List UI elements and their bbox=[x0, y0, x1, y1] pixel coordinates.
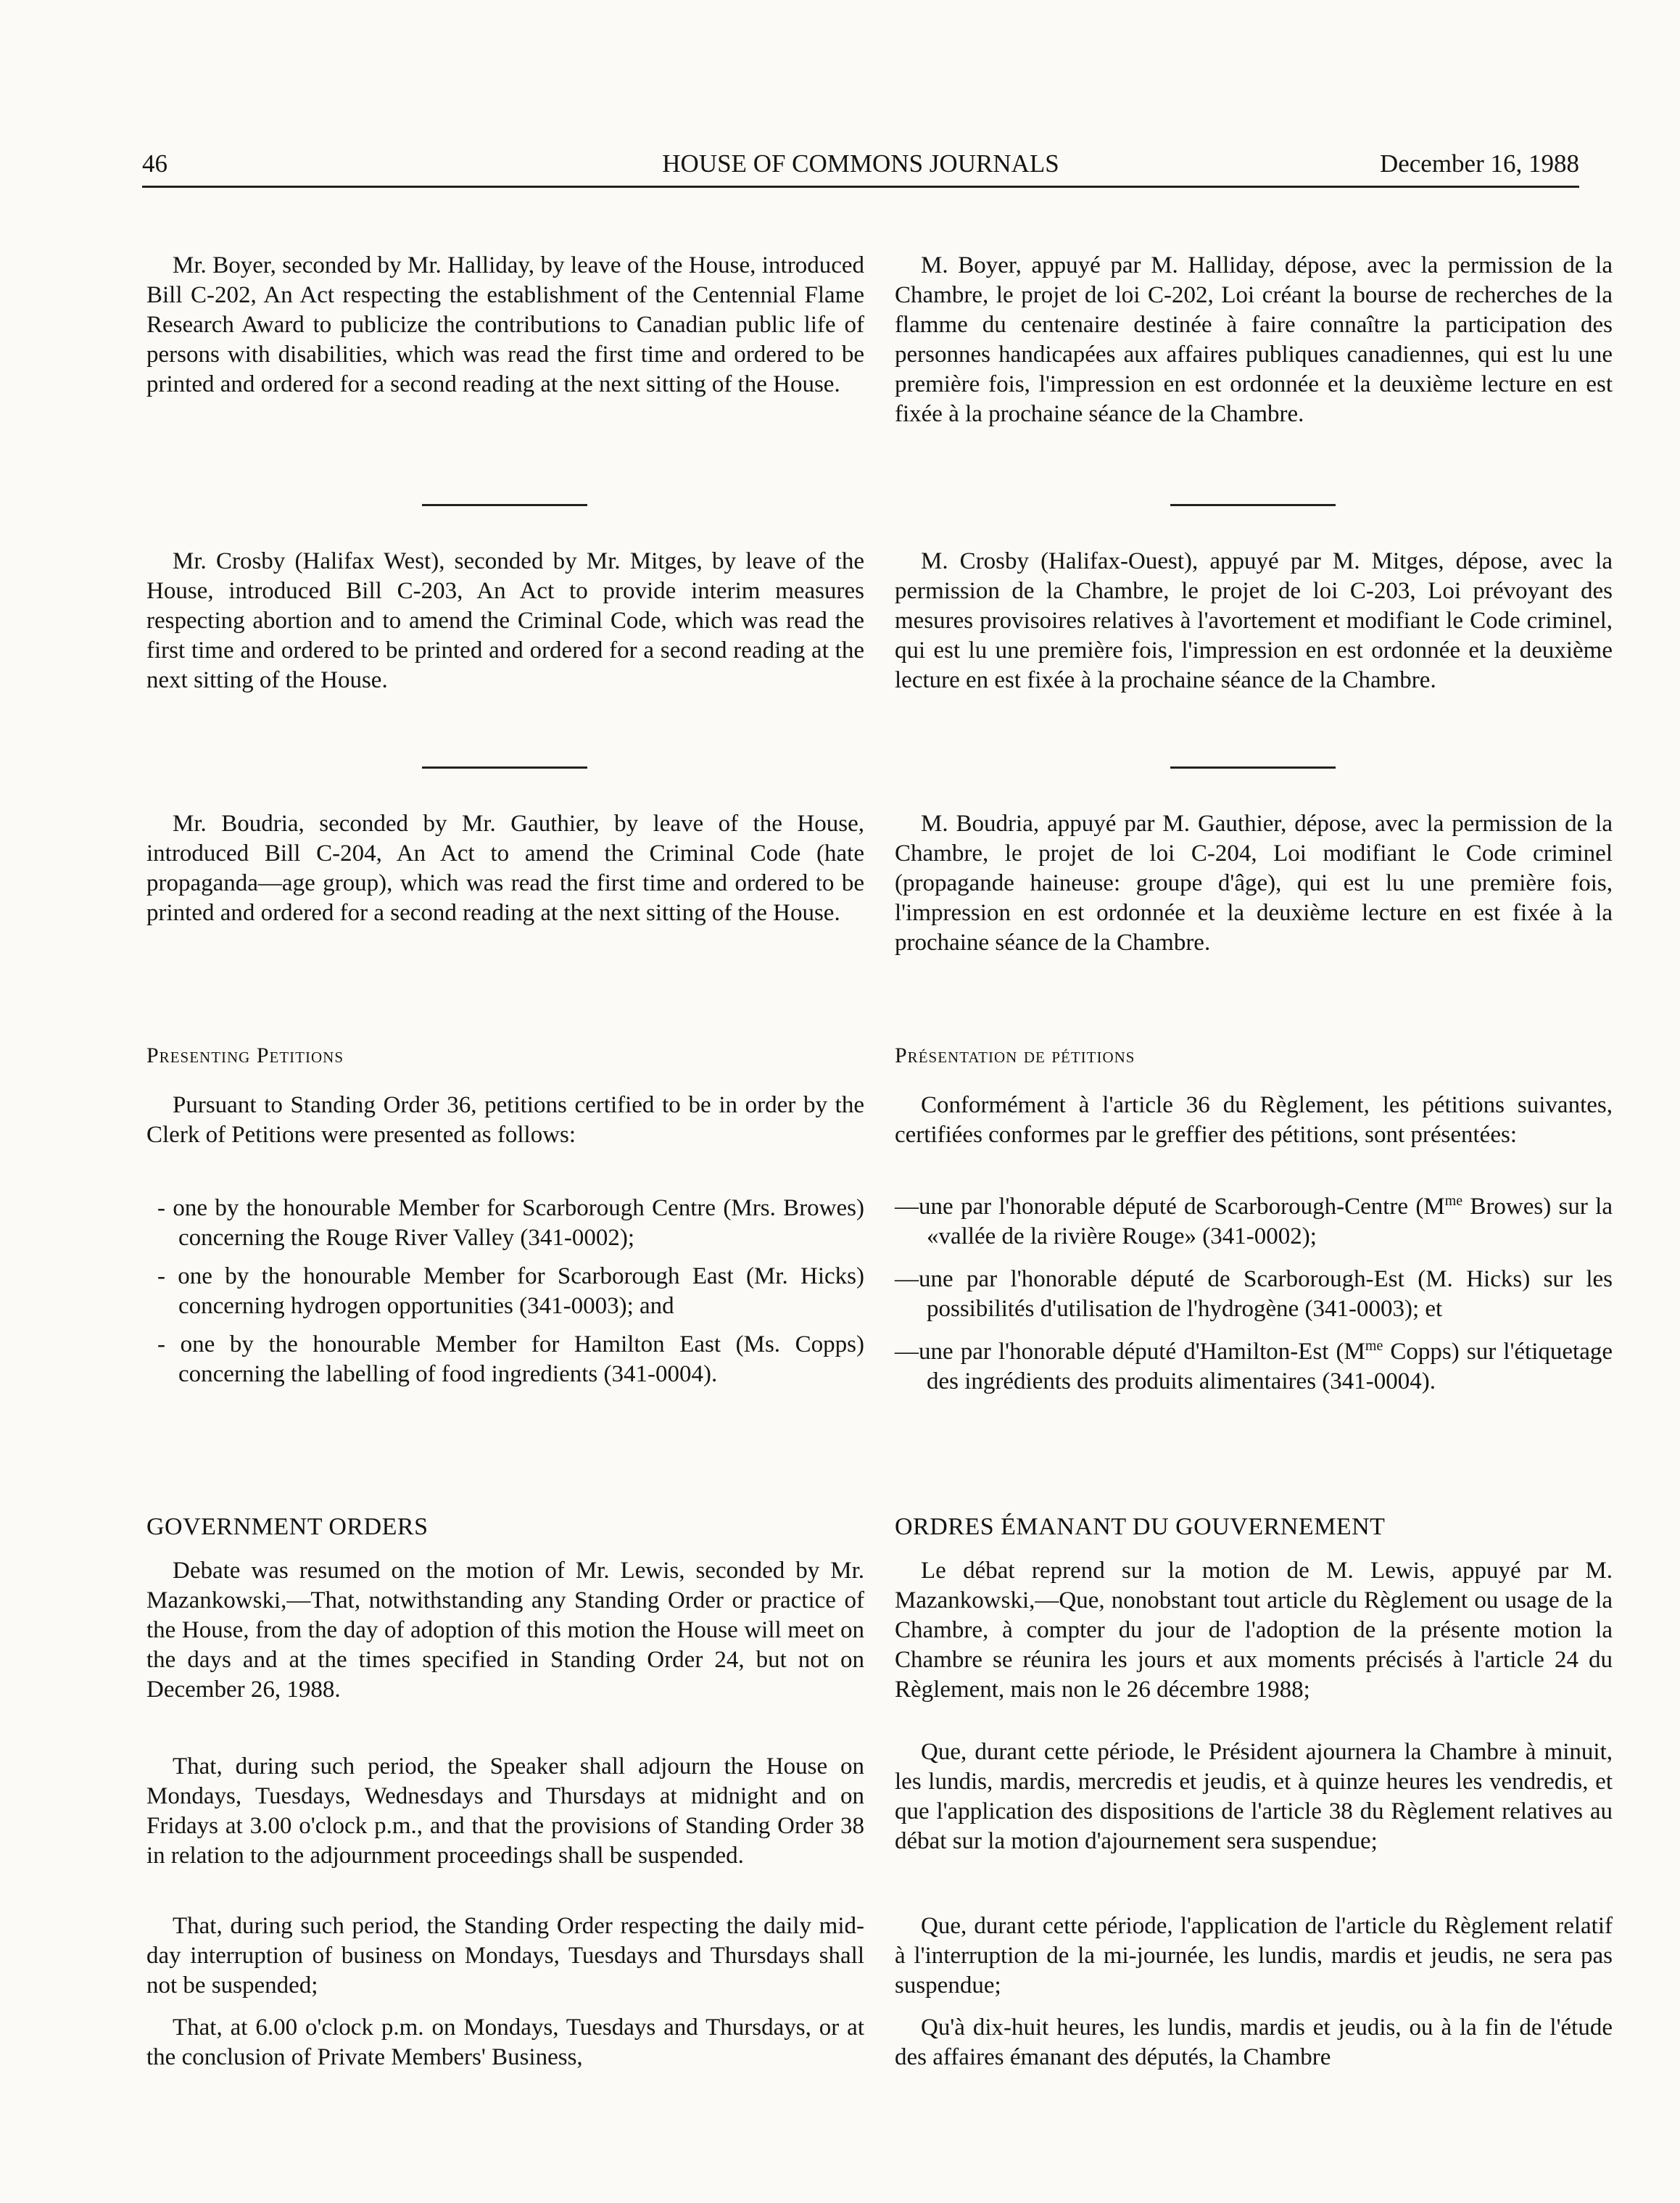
journal-date: December 16, 1988 bbox=[1379, 149, 1579, 178]
divider bbox=[895, 766, 1613, 769]
superscript: me bbox=[1365, 1338, 1383, 1354]
orders-p1-fr bbox=[895, 1556, 1613, 1705]
petition-item: - one by the honourable Member for Scarborough Centre (Mrs. Browes) concerning the Rouge River Valley (341-0002); bbox=[157, 1195, 864, 1251]
petitions-list-en bbox=[146, 1194, 864, 1398]
bill-c202-fr bbox=[895, 251, 1613, 429]
petitions-intro-en bbox=[146, 1091, 864, 1150]
bill-paragraph: M. Crosby (Halifax-Ouest), appuyé par M. Mitges, dépose, avec la permission de la Chambre, le projet de loi C-203, Loi prévoyant des mesures provisoires relatives à l'avortement et modifiant le Code criminel, qui est lu une première fois, l'impression en est ordonnée et la deuxième lecture en est fixée à la prochaine séance de la Chambre. bbox=[895, 548, 1613, 693]
petition-text: Browes) sur la «vallée de la rivière Rouge» (341-0002); bbox=[927, 1194, 1613, 1249]
bill-c203-fr bbox=[895, 547, 1613, 695]
order-paragraph: Debate was resumed on the motion of Mr. Lewis, seconded by Mr. Mazankowski,—That, notwithstanding any Standing Order or practice of the House, from the day of adoption of this motion the House will meet on the days and at the times specified in Standing Order 24, but not on December 26, 1988. bbox=[146, 1558, 864, 1703]
page-header bbox=[142, 149, 1579, 188]
petitions-intro: Conformément à l'article 36 du Règlement, les pétitions suivantes, certifiées conformes par le greffier des pétitions, sont présentées: bbox=[895, 1092, 1613, 1148]
bill-c203-en bbox=[146, 547, 864, 695]
order-paragraph: Que, durant cette période, l'application de l'article du Règlement relatif à l'interruption de la mi-journée, les lundis, mardis et jeudis, ne sera pas suspendue; bbox=[895, 1913, 1613, 1999]
bill-c204-fr bbox=[895, 809, 1613, 958]
orders-p2-en bbox=[146, 1752, 864, 1871]
order-paragraph: That, during such period, the Speaker shall adjourn the House on Mondays, Tuesdays, Wednesdays and Thursdays at midnight and on Fridays at 3.00 o'clock p.m., and that the provisions of Standing Order 38 in relation to the adjournment proceedings shall be suspended. bbox=[146, 1753, 864, 1869]
petitions-intro: Pursuant to Standing Order 36, petitions certified to be in order by the Clerk of Petitions were presented as follows: bbox=[146, 1092, 864, 1148]
petition-item bbox=[895, 1337, 1613, 1397]
bill-c202-en bbox=[146, 251, 864, 400]
divider bbox=[146, 504, 864, 506]
orders-heading-en: GOVERNMENT ORDERS bbox=[146, 1513, 429, 1540]
petition-item: - one by the honourable Member for Scarborough East (Mr. Hicks) concerning hydrogen opportunities (341-0003); and bbox=[157, 1263, 864, 1319]
petition-item bbox=[895, 1192, 1613, 1252]
petition-item: —une par l'honorable député de Scarborough-Est (M. Hicks) sur les possibilités d'utilisation de l'hydrogène (341-0003); et bbox=[895, 1266, 1613, 1322]
orders-p4-en bbox=[146, 2013, 864, 2072]
petition-item: - one by the honourable Member for Hamilton East (Ms. Copps) concerning the labelling of food ingredients (341-0004). bbox=[157, 1331, 864, 1387]
bill-paragraph: M. Boyer, appuyé par M. Halliday, dépose, avec la permission de la Chambre, le projet de loi C-202, Loi créant la bourse de recherches de la flamme du centenaire destinée à faire connaître la participation des personnes handicapées aux affaires publiques canadiennes, qui est lu une première fois, l'impression en est ordonnée et la deuxième lecture en est fixée à la prochaine séance de la Chambre. bbox=[895, 252, 1613, 427]
order-paragraph: That, at 6.00 o'clock p.m. on Mondays, Tuesdays and Thursdays, or at the conclusion of Private Members' Business, bbox=[146, 2014, 864, 2070]
order-paragraph: Qu'à dix-huit heures, les lundis, mardis et jeudis, ou à la fin de l'étude des affaires émanant des députés, la Chambre bbox=[895, 2014, 1613, 2070]
bill-paragraph: Mr. Boudria, seconded by Mr. Gauthier, by leave of the House, introduced Bill C-204, An Act to amend the Criminal Code (hate propaganda—age group), which was read the first time and ordered to be printed and ordered for a second reading at the next sitting of the House. bbox=[146, 811, 864, 926]
petition-text: Copps) sur l'étiquetage des ingrédients des produits alimentaires (341-0004). bbox=[927, 1339, 1613, 1394]
order-paragraph: That, during such period, the Standing Order respecting the daily mid-day interruption of business on Mondays, Tuesdays and Thursdays shall not be suspended; bbox=[146, 1913, 864, 1999]
bill-paragraph: M. Boudria, appuyé par M. Gauthier, dépose, avec la permission de la Chambre, le projet de loi C-204, Loi modifiant le Code criminel (propagande haineuse: groupe d'âge), qui est lu une première fois, l'impression en est ordonnée et la deuxième lecture en est fixée à la prochaine séance de la Chambre. bbox=[895, 811, 1613, 956]
order-paragraph: Le débat reprend sur la motion de M. Lewis, appuyé par M. Mazankowski,—Que, nonobstant tout article du Règlement ou usage de la Chambre, à compter du jour de l'adoption de la présente motion la Chambre se réunira les jours et aux moments précisés à l'article 24 du Règlement, mais non le 26 décembre 1988; bbox=[895, 1558, 1613, 1703]
journal-title: HOUSE OF COMMONS JOURNALS bbox=[662, 149, 1059, 178]
bill-paragraph: Mr. Crosby (Halifax West), seconded by Mr. Mitges, by leave of the House, introduced Bill C-203, An Act to provide interim measures respecting abortion and to amend the Criminal Code, which was read the first time and ordered to be printed and ordered for a second reading at the next sitting of the House. bbox=[146, 548, 864, 693]
page-number: 46 bbox=[142, 149, 167, 178]
petitions-intro-fr bbox=[895, 1091, 1613, 1150]
divider bbox=[895, 504, 1613, 506]
orders-heading-fr: ORDRES ÉMANANT DU GOUVERNEMENT bbox=[895, 1513, 1386, 1540]
orders-p4-fr bbox=[895, 2013, 1613, 2072]
orders-p3-en bbox=[146, 1911, 864, 2001]
petitions-list-fr bbox=[895, 1192, 1613, 1410]
bill-c204-en bbox=[146, 809, 864, 928]
superscript: me bbox=[1444, 1193, 1463, 1209]
divider bbox=[146, 766, 864, 769]
orders-p1-en bbox=[146, 1556, 864, 1705]
order-paragraph: Que, durant cette période, le Président ajournera la Chambre à minuit, les lundis, mardis, mercredis et jeudis, et à quinze heures les vendredis, et que l'application des dispositions de l'article 38 du Règlement relatives au débat sur la motion d'ajournement sera suspendue; bbox=[895, 1739, 1613, 1854]
orders-p3-fr bbox=[895, 1911, 1613, 2001]
petitions-heading-fr: Présentation de pétitions bbox=[895, 1043, 1135, 1067]
petition-text: —une par l'honorable député de Scarborough-Centre (M bbox=[895, 1194, 1445, 1220]
petitions-heading-en: Presenting Petitions bbox=[146, 1043, 344, 1067]
petition-text: —une par l'honorable député d'Hamilton-Est (M bbox=[895, 1339, 1365, 1365]
bill-paragraph: Mr. Boyer, seconded by Mr. Halliday, by leave of the House, introduced Bill C-202, An Act respecting the establishment of the Centennial Flame Research Award to publicize the contributions to Canadian public life of persons with disabilities, which was read the first time and ordered to be printed and ordered for a second reading at the next sitting of the House. bbox=[146, 252, 864, 397]
orders-p2-fr bbox=[895, 1737, 1613, 1856]
